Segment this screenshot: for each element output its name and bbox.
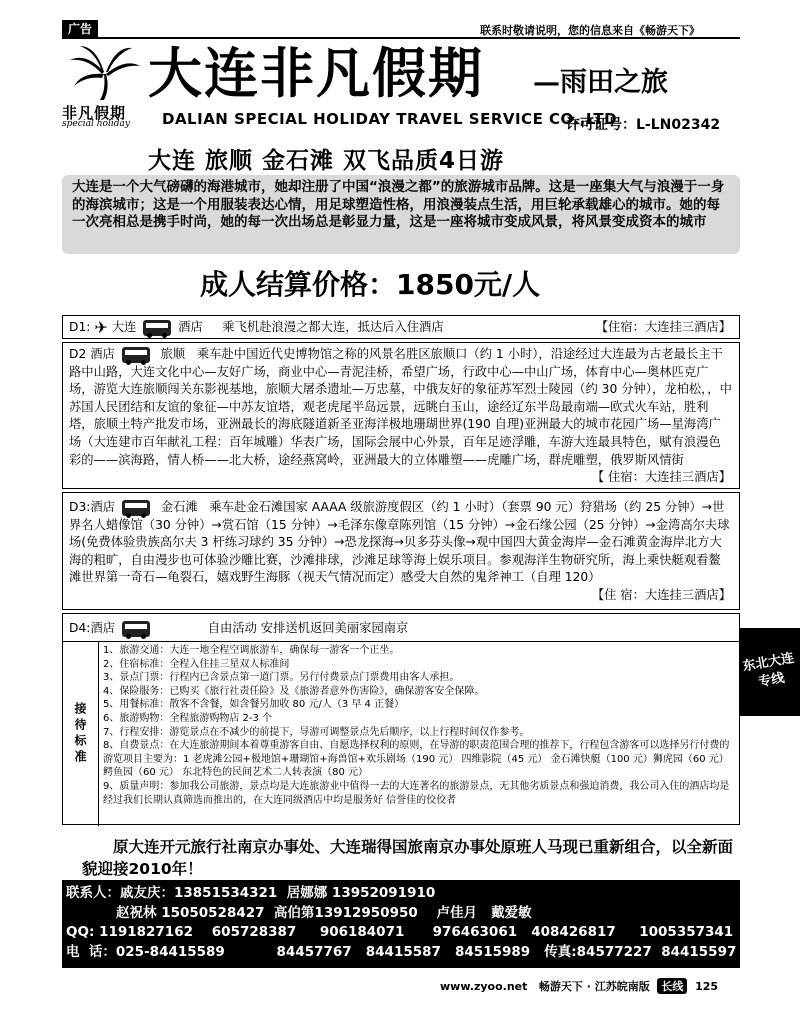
standards-list xyxy=(103,644,735,807)
day-1-section xyxy=(62,315,740,339)
list-item: 4、保险服务：已购买《旅行社责任险》及《旅游者意外伤害险》，确保游客安全保障。 xyxy=(103,685,485,697)
airplane-icon: ✈ xyxy=(94,317,108,337)
city-intro: 大连是一个大气磅礴的海港城市，她却注册了中国“浪漫之都”的旅游城市品牌。这是一座集大气与浪漫于一身的海滨城市；这是一个用服装表达心情，用足球塑造性格，用浪漫装点生活，用巨轮承载雄心的城市。她的每一次亮相总是携手时尚，她的每一次出场总是彰显力量，这是一座将城市变成风景，将风景变成资本的城市 xyxy=(62,175,740,254)
day-1-itinerary: 乘飞机赴浪漫之都大连，抵达后入住酒店 xyxy=(222,320,444,334)
side-tab-text: 东北大连专线 xyxy=(741,650,796,691)
list-item: 9、质量声明：参加我公司旅游，景点均是大连旅游业中值得一去的大连著名的旅游景点，无其他劣质景点和强迫消费，我公司入住的酒店均是经过我们长期认真筛选而推出的，在大连同级酒店中均是服务好 信誉佳的佼佼者 xyxy=(103,780,730,806)
bus-icon xyxy=(122,500,150,516)
footer-website: www.zyoo.net xyxy=(440,980,528,993)
footer-line-tag: 长线 xyxy=(657,978,687,994)
page-subtitle: —雨田之旅 xyxy=(533,67,668,98)
day-4-section xyxy=(62,613,740,641)
contact-notice: 联系时敬请说明，您的信息来自《畅游天下》 xyxy=(480,24,700,37)
day-4-itinerary: 自由活动 安排送机返回美丽家园南京 xyxy=(207,621,409,635)
bus-icon xyxy=(122,347,150,363)
contact-block xyxy=(62,880,740,968)
day-3-accommodation: 【住 宿：大连挂三酒店】 xyxy=(591,587,731,602)
ad-tag: 广告 xyxy=(62,20,98,38)
list-item: 1、旅游交通：大连一地全程空调旅游车，确保每一游客一个正坐。 xyxy=(103,645,400,656)
license-number: 许可证号：L-LN02342 xyxy=(566,117,721,133)
day-1-route-a: 大连 xyxy=(111,320,137,334)
day-2-itinerary: 乘车赴中国近代史博物馆之称的风景名胜区旅顺口（约 1 小时），沿途经过大连最为古老最长主干路中山路，大连文化中心—友好广场，商业中心—青泥洼桥，希望广场，行政中心—中山广场，体育中心—奥林匹克广场，游览大连旅顺闯关东影视基地，旅顺大屠杀遗址—万忠墓，中俄友好的象征苏军烈士陵园（约 30 分钟），龙柏松，，中苏国人民团结和友谊的象征—中苏友谊塔，观老虎尾半岛远景，远眺白玉山，途经辽东半岛最南端—欧式火车站，胜利塔，旅顺土特产批发市场，亚洲最长的海底隧道新圣亚海洋极地珊瑚世界(190 自理)亚洲最大的城市花园广场—星海湾广场（大连建市百年献礼工程：百年城雕）华表广场，国际会展中心外景，百年足迹浮雕，车游大连最具特色，赋有浪漫色彩的——滨海路，情人桥——北大桥，途经燕窝岭，亚洲最大的立体雕塑——虎雕广场，群虎雕塑，俄罗斯风情街 xyxy=(69,347,732,467)
day-3-itinerary: 乘车赴金石滩国家 AAAA 级旅游度假区（约 1 小时）（套票 90 元）狩猎场（约 25 分钟）→世界名人蜡像馆（30 分钟）→赏石馆（15 分钟）→毛泽东像章陈列馆（15 分钟）→金石缘公园（25 分钟）→金湾高尔夫球场(免费体验贵族高尔夫 3 杆练习球约 35 分钟）→恐龙探海→贝多芬头像→观中国四大黄金海岸—金石滩黄金海岸北方大海的粗旷，自由漫步也可体验沙雕比赛，沙滩排球，沙滩足球等海上娱乐项目。参观海洋生物研究所，海上乘快艇观看鳌滩世界第一奇石—龟裂石，嬉戏野生海豚（视天气情况而定）感受大自然的鬼斧神工（自理 120） xyxy=(69,500,730,585)
day-3-destination: 金石滩 xyxy=(160,500,198,514)
list-item: 5、用餐标准：散客不含餐，如含餐另加收 80 元/人（3 早 4 正餐） xyxy=(103,699,405,711)
route-side-tab xyxy=(740,628,800,716)
company-english-name: DALIAN SPECIAL HOLIDAY TRAVEL SERVICE CO.,LTD xyxy=(162,110,618,128)
qq-line: QQ: 1191827162 605728387 906184071 976463061 408426817 1005357341 xyxy=(66,924,734,940)
reception-standards-label: 接待标准 xyxy=(63,642,99,826)
day-4-label: D4:酒店 xyxy=(69,621,116,635)
list-item: 2、住宿标准：全程入住挂三星双人标准间 xyxy=(103,658,290,670)
bus-icon xyxy=(143,320,171,336)
logo-english-name: special holiday xyxy=(62,119,130,129)
list-item: 7、行程安排：游览景点在不减少的前提下，导游可调整景点先后顺序，以上行程时间仅作参考。 xyxy=(103,726,530,738)
contact-line: 赵祝林 15050528427 高伯第13912950950 卢佳月 戴爱敏 xyxy=(116,904,532,921)
list-item: 3、景点门票：行程内已含景点第一道门票。另行付费景点门票费用由客人承担。 xyxy=(103,672,460,684)
page-footer xyxy=(440,978,718,994)
logo-chinese-name: 非凡假期 xyxy=(62,104,127,122)
reception-standards xyxy=(62,641,740,825)
day-3-label: D3:酒店 xyxy=(69,500,116,514)
page-number: 125 xyxy=(695,980,719,993)
day-1-accommodation: 【住宿：大连挂三酒店】 xyxy=(595,320,731,334)
footer-magazine: 畅游天下 · 江苏皖南版 xyxy=(538,980,650,993)
phone-line: 电 话：025-84415589 84457767 84415587 84515989 传真:84577227 84415597 xyxy=(66,943,737,960)
day-1-route-b: 酒店 xyxy=(178,320,203,334)
day-3-section xyxy=(62,492,740,610)
page-title: 大连非凡假期 xyxy=(148,42,484,105)
day-2-accommodation: 【 住宿：大连挂三酒店】 xyxy=(591,470,731,485)
tour-title: 大连 旅顺 金石滩 双飞品质4日游 xyxy=(148,148,505,174)
list-item: 6、旅游购物：全程旅游购物店 2-3 个 xyxy=(103,712,273,724)
day-1-label: D1: xyxy=(69,320,91,334)
day-2-destination: 旅顺 xyxy=(160,347,186,361)
day-2-section xyxy=(62,342,740,489)
day-2-label: D2 酒店 xyxy=(69,347,115,361)
list-item: 8、自费景点：在大连旅游期间本着尊重游客自由、自愿选择权利的原则，在导游的职责范围合理的推荐下，行程包含游客可以选择另行付费的游览项目主要为：1 老虎滩公园+极地馆+珊瑚馆+海兽馆+欢乐剧场（190 元） 四维影院（45 元） 金石滩快艇（100 元）狮虎园（60 元） 鳄鱼园（60 元） 东北特色的民间艺术二人转表演（80 元） xyxy=(103,740,730,779)
office-announcement: 原大连开元旅行社南京办事处、大连瑞得国旅南京办事处原班人马现已重新组合，以全新面貌迎接2010年！ xyxy=(82,838,734,878)
bus-icon xyxy=(122,621,150,637)
price-heading: 成人结算价格：1850元/人 xyxy=(200,268,541,301)
contact-line: 联系人：戚友庆：13851534321 居娜娜 13952091910 xyxy=(66,885,436,901)
top-divider xyxy=(62,37,740,39)
